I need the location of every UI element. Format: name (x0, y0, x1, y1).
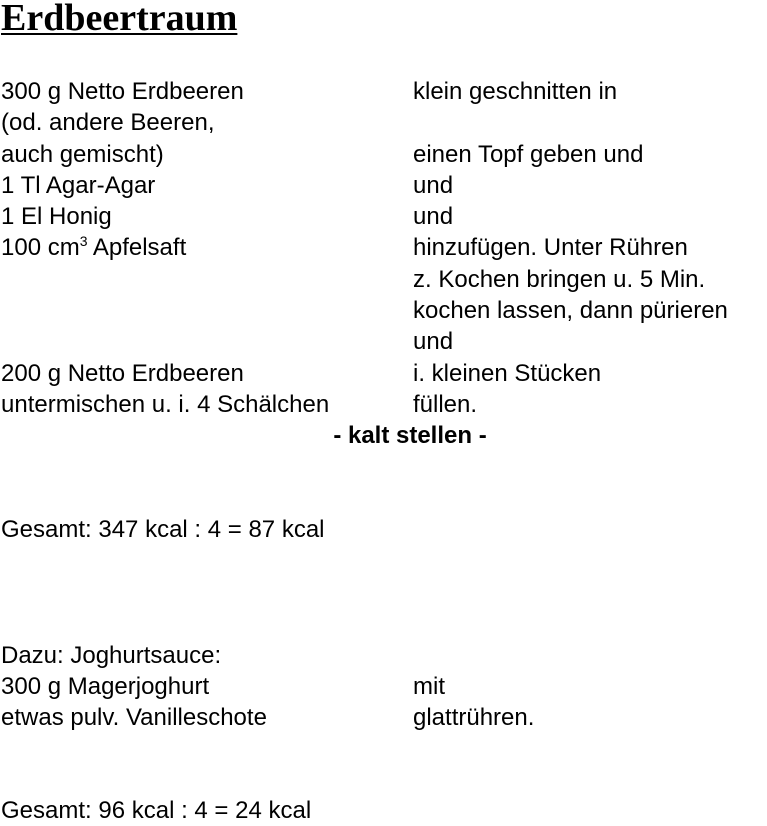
ingredient-row (0, 107, 767, 138)
instruction-text: mit (413, 673, 445, 700)
recipe-title: Erdbeertraum (1, 0, 238, 39)
ingredient-row (0, 389, 767, 420)
sauce-row (0, 671, 767, 702)
instruction-text: i. kleinen Stücken (413, 359, 602, 387)
chill-note: - kalt stellen - (333, 422, 487, 450)
instruction-text: glattrühren. (413, 704, 535, 732)
ingredient-row (0, 232, 767, 263)
instruction-text: kochen lassen, dann pürieren (413, 297, 728, 325)
ingredient-text: 1 Tl Agar-Agar (1, 171, 156, 199)
ingredient-row (0, 326, 767, 357)
ingredient-row (0, 295, 767, 326)
ingredient-text: etwas pulv. Vanilleschote (1, 704, 267, 732)
note-row (0, 420, 767, 451)
unit-superscript: 3 (79, 233, 88, 250)
ingredient-row (0, 139, 767, 170)
ingredient-amount: 100 cm (1, 234, 80, 262)
instruction-text: einen Topf geben und (413, 140, 644, 168)
instruction-text: füllen. (413, 390, 478, 418)
ingredient-text (1, 232, 186, 263)
ingredient-row (0, 170, 767, 201)
instruction-text: und (413, 328, 454, 356)
ingredient-row (0, 201, 767, 232)
instruction-text: hinzufügen. Unter Rühren (413, 234, 688, 262)
ingredient-row (0, 358, 767, 389)
recipe-calorie-total: Gesamt: 347 kcal : 4 = 87 kcal (1, 516, 325, 543)
sauce-ingredient-list (0, 671, 767, 734)
ingredient-row (0, 76, 767, 107)
instruction-text: klein geschnitten in (413, 78, 618, 105)
ingredient-text: 200 g Netto Erdbeeren (1, 359, 244, 387)
ingredient-text: 1 El Honig (1, 203, 112, 231)
ingredient-row (0, 264, 767, 295)
recipe-ingredient-list (0, 76, 767, 452)
ingredient-name: Apfelsaft (87, 234, 187, 262)
instruction-text: z. Kochen bringen u. 5 Min. (413, 265, 706, 293)
ingredient-text: untermischen u. i. 4 Schälchen (1, 390, 330, 418)
sauce-calorie-total: Gesamt: 96 kcal : 4 = 24 kcal (1, 797, 312, 824)
ingredient-text: 300 g Netto Erdbeeren (1, 78, 244, 105)
ingredient-text: (od. andere Beeren, (1, 109, 215, 137)
ingredient-text: 300 g Magerjoghurt (1, 673, 210, 700)
instruction-text: und (413, 171, 454, 199)
sauce-row (0, 702, 767, 733)
ingredient-text: auch gemischt) (1, 140, 164, 168)
sauce-heading: Dazu: Joghurtsauce: (1, 642, 222, 669)
instruction-text: und (413, 203, 454, 231)
